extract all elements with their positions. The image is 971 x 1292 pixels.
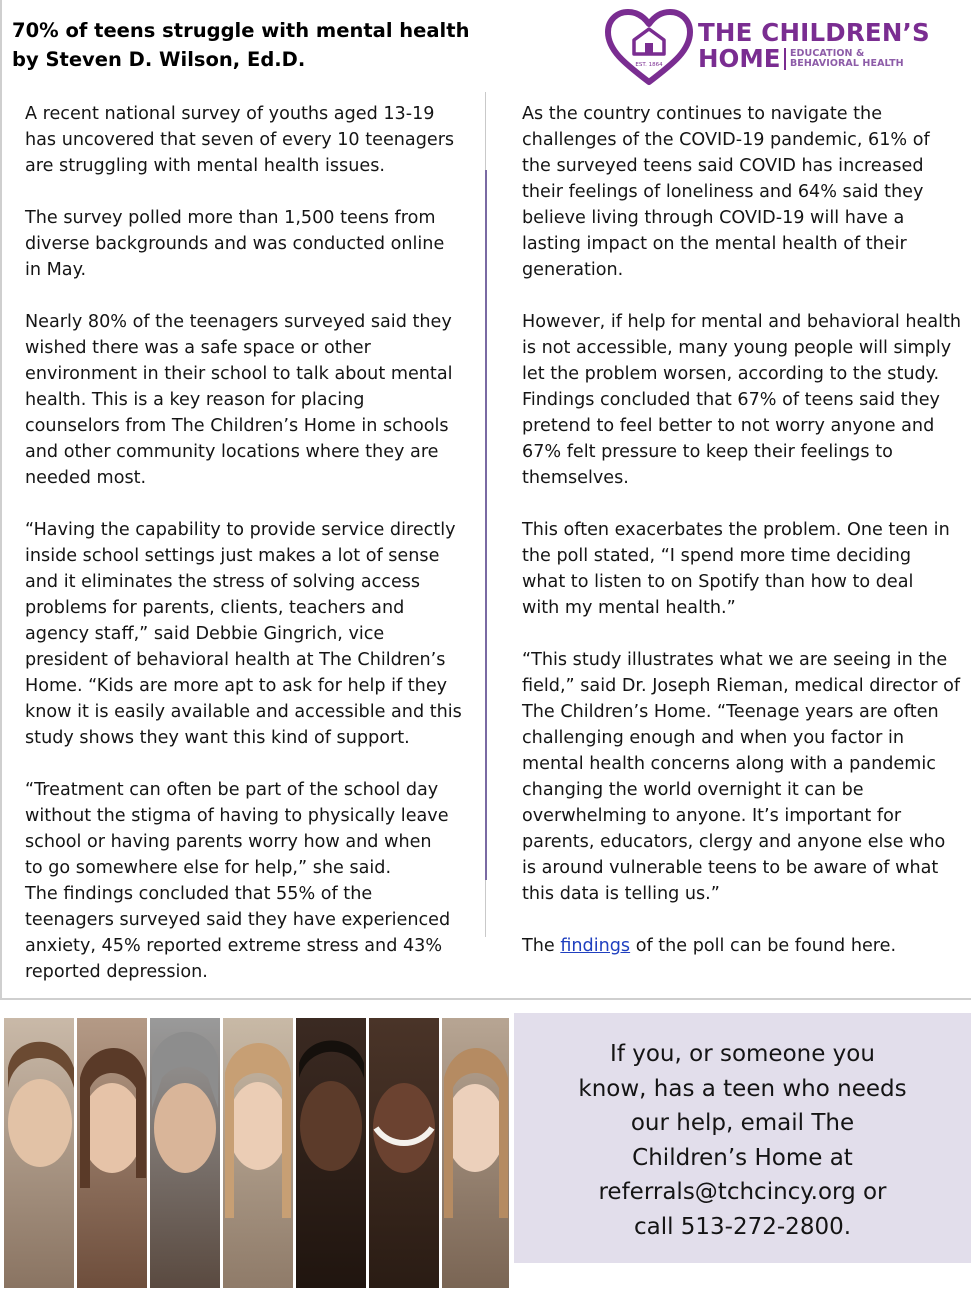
logo-subtitle	[790, 49, 904, 70]
paragraph	[25, 777, 465, 985]
callout-line: Children’s Home at	[632, 1144, 853, 1171]
paragraph-line: wished there was a safe space or other	[25, 338, 371, 358]
paragraph-line: “This study illustrates what we are seeing in the	[522, 650, 948, 670]
paragraph-line: know it is easily available and accessible and this	[25, 702, 462, 722]
findings-text-after: of the poll can be found here.	[630, 936, 897, 956]
paragraph-line: health. This is a key reason for placing	[25, 390, 365, 410]
page-border-left	[0, 0, 2, 1000]
paragraph-line: The survey polled more than 1,500 teens from	[25, 208, 436, 228]
paragraph-line: let the problem worsen, according to the study.	[522, 364, 940, 384]
logo-sub2: BEHAVIORAL HEALTH	[789, 58, 904, 69]
logo-est: EST. 1864	[635, 62, 663, 68]
left-column	[25, 101, 465, 1011]
paragraph-line: However, if help for mental and behavioral health	[522, 312, 962, 332]
paragraph-line: Findings concluded that 67% of teens said they	[522, 390, 940, 410]
paragraph-line: Home. “Kids are more apt to ask for help if they	[25, 676, 448, 696]
childrens-home-logo	[604, 8, 944, 88]
paragraph-line: teenagers surveyed said they have experienced	[25, 910, 451, 930]
paragraph-line: reported depression.	[25, 962, 208, 982]
logo-wordmark	[698, 20, 930, 72]
paragraph-line: the surveyed teens said COVID has increased	[522, 156, 924, 176]
paragraph-line: this data is telling us.”	[522, 884, 720, 904]
paragraph-line: believe living through COVID-19 will have a	[522, 208, 905, 228]
paragraph-line: This often exacerbates the problem. One teen in	[522, 520, 950, 540]
callout-line: our help, email The	[630, 1110, 855, 1136]
paragraph-line: mental health concerns along with a pandemic	[522, 754, 936, 774]
paragraph-line: themselves.	[522, 468, 629, 488]
logo-line1: THE CHILDREN’S	[698, 18, 930, 47]
callout-line: If you, or someone you	[610, 1041, 875, 1067]
paragraph	[25, 517, 465, 751]
contact-callout-box	[514, 1013, 971, 1263]
paragraph-line: “Treatment can often be part of the school day	[25, 780, 439, 800]
paragraph-line: president of behavioral health at The Children’s	[25, 650, 446, 670]
paragraph-line: study shows they want this kind of support.	[25, 728, 410, 748]
article-title	[12, 16, 572, 74]
paragraph-line: Nearly 80% of the teenagers surveyed said they	[25, 312, 452, 332]
paragraph-line: environment in their school to talk about mental	[25, 364, 453, 384]
paragraph-line: generation.	[522, 260, 624, 280]
paragraph-line: pretend to feel better to not worry anyone and	[522, 416, 935, 436]
title-headline: 70% of teens struggle with mental health	[12, 19, 470, 42]
paragraph-line: to go somewhere else for help,” she said.	[25, 858, 392, 878]
paragraph-line: field,” said Dr. Joseph Rieman, medical director of	[522, 676, 961, 696]
paragraph	[522, 517, 962, 621]
paragraph-line: inside school settings just makes a lot of sense	[25, 546, 440, 566]
paragraph-line: the poll stated, “I spend more time deciding	[522, 546, 912, 566]
contact-callout-text	[514, 1037, 971, 1244]
paragraph-line: counselors from The Children’s Home in schools	[25, 416, 449, 436]
right-column	[522, 101, 962, 985]
logo-line2-row	[698, 46, 930, 72]
paragraph-line: and it eliminates the stress of solving access	[25, 572, 421, 592]
paragraph-line: needed most.	[25, 468, 147, 488]
paragraph-line: has uncovered that seven of every 10 teenagers	[25, 130, 455, 150]
paragraph-line: The findings concluded that 55% of the	[25, 884, 373, 904]
paragraph-line: their feelings of loneliness and 64% said they	[522, 182, 924, 202]
paragraph-line: diverse backgrounds and was conducted online	[25, 234, 445, 254]
paragraph-line: anxiety, 45% reported extreme stress and 43%	[25, 936, 443, 956]
paragraph-line: parents, educators, clergy and anyone else who	[522, 832, 946, 852]
paragraph	[25, 101, 465, 179]
paragraph-line: “Having the capability to provide service directly	[25, 520, 456, 540]
paragraph	[25, 205, 465, 283]
paragraph-line: lasting impact on the mental health of their	[522, 234, 907, 254]
column-divider-accent	[485, 170, 487, 880]
paragraph-line: is around vulnerable teens to be aware of what	[522, 858, 939, 878]
paragraph-line: challenges of the COVID-19 pandemic, 61% of	[522, 130, 930, 150]
paragraph-line: The Children’s Home. “Teenage years are often	[522, 702, 939, 722]
teen-faces-photo-strip	[4, 1018, 509, 1288]
paragraph-line: in May.	[25, 260, 87, 280]
logo-divider	[784, 48, 786, 70]
callout-line: know, has a teen who needs	[578, 1075, 907, 1102]
findings-paragraph	[522, 933, 962, 959]
logo-line2: HOME	[698, 44, 781, 73]
paragraph	[522, 647, 962, 907]
teen-portraits-image	[4, 1018, 509, 1288]
paragraph-line: problems for parents, clients, teachers and	[25, 598, 405, 618]
paragraph-line: challenging enough and when you factor in	[522, 728, 905, 748]
paragraph-line: without the stigma of having to physically leave	[25, 806, 449, 826]
paragraph	[522, 101, 962, 283]
paragraph-line: what to listen to on Spotify than how to deal	[522, 572, 914, 592]
paragraph-line: changing the world overnight it can be	[522, 780, 864, 800]
title-byline: by Steven D. Wilson, Ed.D.	[12, 48, 306, 71]
paragraph-line: As the country continues to navigate the	[522, 104, 883, 124]
paragraph-line: school or having parents worry how and when	[25, 832, 432, 852]
paragraph-line: 67% felt pressure to keep their feelings to	[522, 442, 893, 462]
paragraph	[522, 309, 962, 491]
callout-line: call 513-272-2800.	[633, 1213, 852, 1240]
paragraph-line: is not accessible, many young people will simply	[522, 338, 952, 358]
paragraph-line: agency staff,” said Debbie Gingrich, vice	[25, 624, 385, 644]
paragraph	[25, 309, 465, 491]
paragraph-line: overwhelming to anyone. It’s important for	[522, 806, 902, 826]
findings-text-before: The	[522, 936, 561, 956]
paragraph-line: with my mental health.”	[522, 598, 736, 618]
paragraph-line: A recent national survey of youths aged 13-19	[25, 104, 435, 124]
findings-link[interactable]: findings	[560, 936, 631, 956]
paragraph-line: are struggling with mental health issues.	[25, 156, 385, 176]
heart-house-icon	[604, 8, 694, 88]
callout-line: referrals@tchcincy.org or	[598, 1179, 887, 1205]
logo-sub1: EDUCATION &	[789, 47, 865, 59]
paragraph-line: and other community locations where they are	[25, 442, 439, 462]
